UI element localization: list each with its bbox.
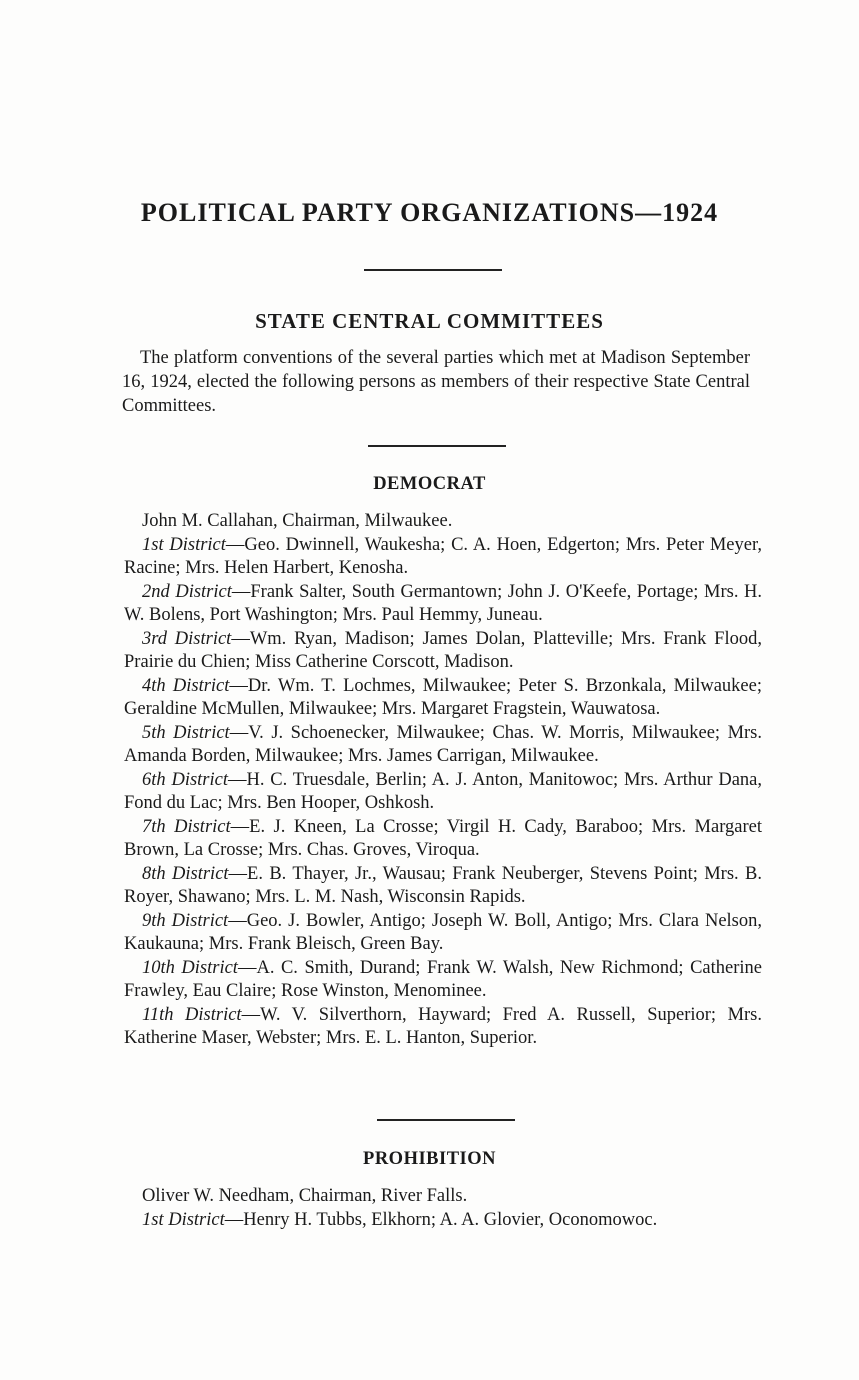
democrat-heading: DEMOCRAT <box>373 474 486 494</box>
democrat-district-5 <box>124 722 762 769</box>
district-label: 8th District <box>142 863 229 884</box>
district-label: 3rd District <box>142 628 232 649</box>
democrat-district-6 <box>124 769 762 816</box>
district-label: 7th District <box>142 816 231 837</box>
district-members: —Wm. Ryan, Madison; James Dolan, Platteville; Mrs. Frank Flood, Prairie du Chien; Miss Catherine Corscott, Madison. <box>124 628 762 672</box>
district-label: 2nd District <box>142 581 232 602</box>
democrat-district-7 <box>124 816 762 863</box>
intro-paragraph: The platform conventions of the several parties which met at Madison September 16, 1924, elected the following persons as members of their respective State Central Committees. <box>122 348 750 416</box>
district-members: —Henry H. Tubbs, Elkhorn; A. A. Glovier, Oconomowoc. <box>224 1209 658 1230</box>
district-label: 11th District <box>142 1004 242 1025</box>
district-label: 1st District <box>142 534 226 555</box>
prohibition-heading: PROHIBITION <box>363 1149 496 1169</box>
title-divider <box>364 269 502 271</box>
democrat-district-2 <box>124 581 762 628</box>
district-members: —Geo. Dwinnell, Waukesha; C. A. Hoen, Edgerton; Mrs. Peter Meyer, Racine; Mrs. Helen Harbert, Kenosha. <box>124 534 763 578</box>
district-label: 4th District <box>142 675 230 696</box>
district-label: 1st District <box>142 1209 225 1230</box>
prohibition-chairman: Oliver W. Needham, Chairman, River Falls. <box>142 1186 468 1206</box>
section-subtitle: STATE CENTRAL COMMITTEES <box>255 309 604 333</box>
district-members: —E. J. Kneen, La Crosse; Virgil H. Cady, Baraboo; Mrs. Margaret Brown, La Crosse; Mrs. Chas. Groves, Viroqua. <box>124 816 763 860</box>
democrat-divider <box>377 1119 515 1121</box>
district-members: —Dr. Wm. T. Lochmes, Milwaukee; Peter S. Brzonkala, Milwaukee; Geraldine McMullen, Milwaukee; Mrs. Margaret Fragstein, Wauwatosa. <box>124 675 762 719</box>
democrat-district-10 <box>124 957 762 1004</box>
district-members: —V. J. Schoenecker, Milwaukee; Chas. W. Morris, Milwaukee; Mrs. Amanda Borden, Milwaukee; Mrs. James Carrigan, Milwaukee. <box>124 722 763 766</box>
district-label: 5th District <box>142 722 230 743</box>
democrat-district-11 <box>124 1004 762 1051</box>
democrat-district-3 <box>124 628 762 675</box>
district-members: —H. C. Truesdale, Berlin; A. J. Anton, Manitowoc; Mrs. Arthur Dana, Fond du Lac; Mrs. Ben Hooper, Oshkosh. <box>124 769 763 813</box>
democrat-committee <box>124 510 762 1051</box>
district-label: 9th District <box>142 910 229 931</box>
district-label: 10th District <box>142 957 238 978</box>
democrat-district-9 <box>124 910 762 957</box>
democrat-district-8 <box>124 863 762 910</box>
prohibition-district-1 <box>124 1209 762 1233</box>
district-members: —W. V. Silverthorn, Hayward; Fred A. Russell, Superior; Mrs. Katherine Maser, Webster; Mrs. E. L. Hanton, Superior. <box>124 1004 763 1048</box>
district-label: 6th District <box>142 769 228 790</box>
democrat-chairman: John M. Callahan, Chairman, Milwaukee. <box>142 511 453 531</box>
district-members: —A. C. Smith, Durand; Frank W. Walsh, New Richmond; Catherine Frawley, Eau Claire; Rose Winston, Menominee. <box>124 957 762 1001</box>
district-members: —Frank Salter, South Germantown; John J. O'Keefe, Portage; Mrs. H. W. Bolens, Port Washington; Mrs. Paul Hemmy, Juneau. <box>124 581 763 625</box>
intro-divider <box>368 445 506 447</box>
democrat-district-1 <box>124 534 762 581</box>
page-title: POLITICAL PARTY ORGANIZATIONS—1924 <box>140 198 719 227</box>
democrat-district-4 <box>124 675 762 722</box>
prohibition-committee <box>124 1185 762 1232</box>
district-members: —Geo. J. Bowler, Antigo; Joseph W. Boll, Antigo; Mrs. Clara Nelson, Kaukauna; Mrs. Frank Bleisch, Green Bay. <box>124 910 763 954</box>
district-members: —E. B. Thayer, Jr., Wausau; Frank Neuberger, Stevens Point; Mrs. B. Royer, Shawano; Mrs. L. M. Nash, Wisconsin Rapids. <box>124 863 762 907</box>
